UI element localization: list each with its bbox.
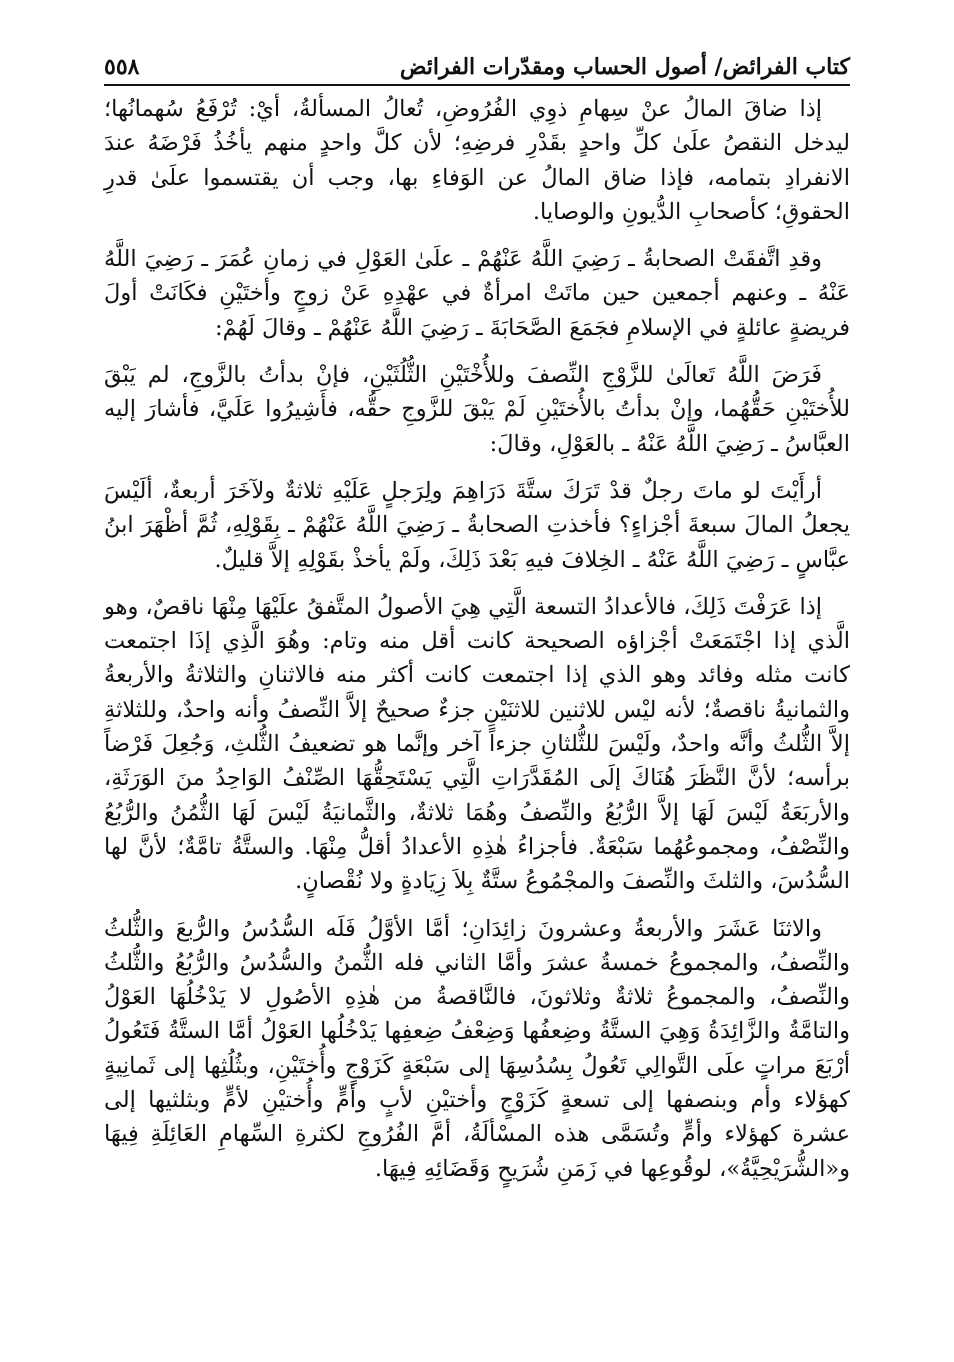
paragraph-numbers: إذا عَرَفْتَ ذَلِكَ، فالأعدادُ التسعة الَّتِي هِيَ الأصولُ المتَّفقُ علَيْهَا مِنْهَا ناقصٌ، وهو الَّذي إذا اجْتَمَعَتْ أجْزاؤه الصحيحة كانت أقل منه وتام: وهُوَ الَّذِي إذَا اجتمعت كانت مثله وفائد وهو الذي إذا اجتمعت كانت أكثر منه فالاثنانِ والثلاثةُ والأربعةُ والثمانيةُ ناقصةٌ؛ لأنه ليْس للاثنين للاثنَيْنِ جزءٌ صحيحٌ إلاَّ النِّصفُ وأنه واحدٌ، وللثلاثةِ إلاَّ الثُّلثُ وأنَّه واحدٌ، ولَيْسَ للثُّلثانِ جزءاً آخر وإنَّما هو تضعيفُ الثُّلثِ، وَجُعِلَ فَرْضاً برأسه؛ لأنَّ النَّظَرَ هُنَاكَ إلَى المُقَدَّرَاتِ الَّتِي يَسْتَحِقُّهَا الصِّنْفُ الوَاحِدُ منَ الوَرَثَةِ، والأربَعَةُ لَيْسَ لَهَا إلاَّ الرُّبُعُ والنِّصفُ وهُمَا ثلاثةٌ، والثَّمانيَةُ لَيْسَ لَهَا الثُّمُنُ والرُّبُعُ والنِّصْفُ، ومجموعُهُما سَبْعَةٌ. فأجزاءُ هٰذِهِ الأعدادُ أقلُّ مِنْهَا. والستَّةُ تامَّةٌ؛ لأنَّ لها السُّدُسَ، والثلثَ والنِّصفَ والمجْمُوعُ ستَّةٌ بِلاَ زِيَادةٍ ولا نُقْصانٍ.	[104, 593, 850, 895]
header-divider	[104, 84, 850, 86]
quote-abbas: أرأَيْتَ لو ماتَ رجلٌ قدْ تَرَكَ ستَّةَ دَرَاهِمَ ولِرَجلٍ عَلَيْهِ ثلاثةٌ ولآخَرَ أربعةٌ، ألَيْسَ يجعلُ المالَ سبعةَ أجْزاءٍ؟ فأخذتِ الصحابةُ ـ رَضِيَ اللَّهُ عَنْهُمْ ـ بِقَوْلِهِ، ثُمَّ أظْهَرَ ابنُ عبَّاسٍ ـ رَضِيَ اللَّهُ عَنْهُ ـ الخِلافَ فيهِ بَعْدَ ذَلِكَ، ولَمْ يأخذْ بقَوْلِهِ إلاَّ قليلٌ.	[104, 477, 850, 573]
header-title: كتاب الفرائض/ أصول الحساب ومقدّرات الفرائض	[399, 54, 850, 80]
paragraph-awl: والاثنَا عَشَرَ والأربعةُ وعشرونَ زائِدَانِ؛ أمَّا الأوَّلُ فَلَه السُّدُسُ والرُّبعَ والثُّلثُ والنِّصفُ، والمجموعُ خمسةُ عشرَ وأمَّا الثاني فله الثُّمنُ والسُّدُسُ والرُّبُعُ والثُّلثُ والنِّصفُ، والمجموعُ ثلاثةٌ وثلاثونَ، فالنَّاقصةُ من هٰذِهِ الأصُولِ لا يَدْخُلُهَا العَوْلُ والتامَّةُ والزَّائِدَةُ وَهِيَ الستَّةُ وضِعفُها وَضِعْفُ ضِعفِها يَدْخُلُها العَوْلُ أمَّا الستَّةُ فَتَعُولُ أرْبَعَ مراتٍ علَى التَّوالِي تَعُولُ بِسُدُسِهَا إلى سَبْعَةٍ كَزَوْجٍ وأُختَيْنِ، وبثُلُثِها إلى ثَمانِيةٍ كهؤلاء وأم وبنصفها إلى تسعةٍ كَزَوْجٍ وأختيْنِ لأبٍ وأمٍّ وأُختيْنِ لأمٍّ وبثلثيها إلى عشرة كهؤلاء وأمٍّ وتُسَمَّى هذه المسْألَةُ، أمَّ الفُرُوجِ لكثرةِ السِّهامِ العَائِلَةِ فِيهَا و«الشُّرَيْحِيَّةُ»، لوقُوعِها في زَمَنِ شُرَيحٍ وَقَضَائِهِ فِيهَا.	[104, 915, 850, 1182]
quote-omar: فَرَضَ اللَّهُ تَعالَىٰ للزَّوْجِ النِّصفَ وللأُخْتَيْنِ الثُّلُثَيْنِ، فإنْ بدأتُ بالزَّوجِ، لم يَبْقَ للأُختَيْنِ حَقُّهُما، وإنْ بدأتُ بالأُختَيْنِ لَمْ يَبْقَ للزَّوجِ حقُّه، فأَشِيرُوا عَلَيَّ، فأشارَ إليه العبَّاسُ ـ رَضِيَ اللَّهُ عَنْهُ ـ بالعَوْلِ، وقالَ:	[104, 362, 850, 457]
running-header	[104, 40, 850, 84]
page-body	[104, 92, 850, 1199]
paragraph-2: وقدِ اتَّفقَتْ الصحابةُ ـ رَضِيَ اللَّهُ عَنْهُمْ ـ علَىٰ العَوْلِ في زمانِ عُمَرَ ـ رَضِيَ اللَّهُ عَنْهُ ـ وعنهم أجمعين حين ماتَتْ امرأةٌ في عهْدِهِ عَنْ زوجٍ وأختَيْنِ فكَانَتْ أولَ فريضةٍ عائلةٍ في الإسلامِ فجَمَعَ الصَّحَابَةَ ـ رَضِيَ اللَّهُ عَنْهُمْ ـ وقالَ لَهُمْ:	[104, 246, 850, 341]
paragraph-1: إذا ضاقَ المالُ عنْ سِهامِ ذوِي الفُرُوضِ، تُعالُ المسألةُ، أيْ: تُرْفَعُ سُهمانُها؛ ليدخل النقصُ علَىٰ كلِّ واحدٍ بقَدْرِ فرضِهِ؛ لأن كلَّ واحدٍ منهم يأخُذُ فَرْضَهُ عندَ الانفرادِ بتمامه، فإذا ضاق المالُ عن الوَفاءِ بها، وجب أن يقتسموا علَىٰ قدرِ الحقوقِ؛ كأصحابِ الدُّيونِ والوصايا.	[104, 96, 850, 225]
page-number: ٥٥٨	[104, 54, 140, 80]
